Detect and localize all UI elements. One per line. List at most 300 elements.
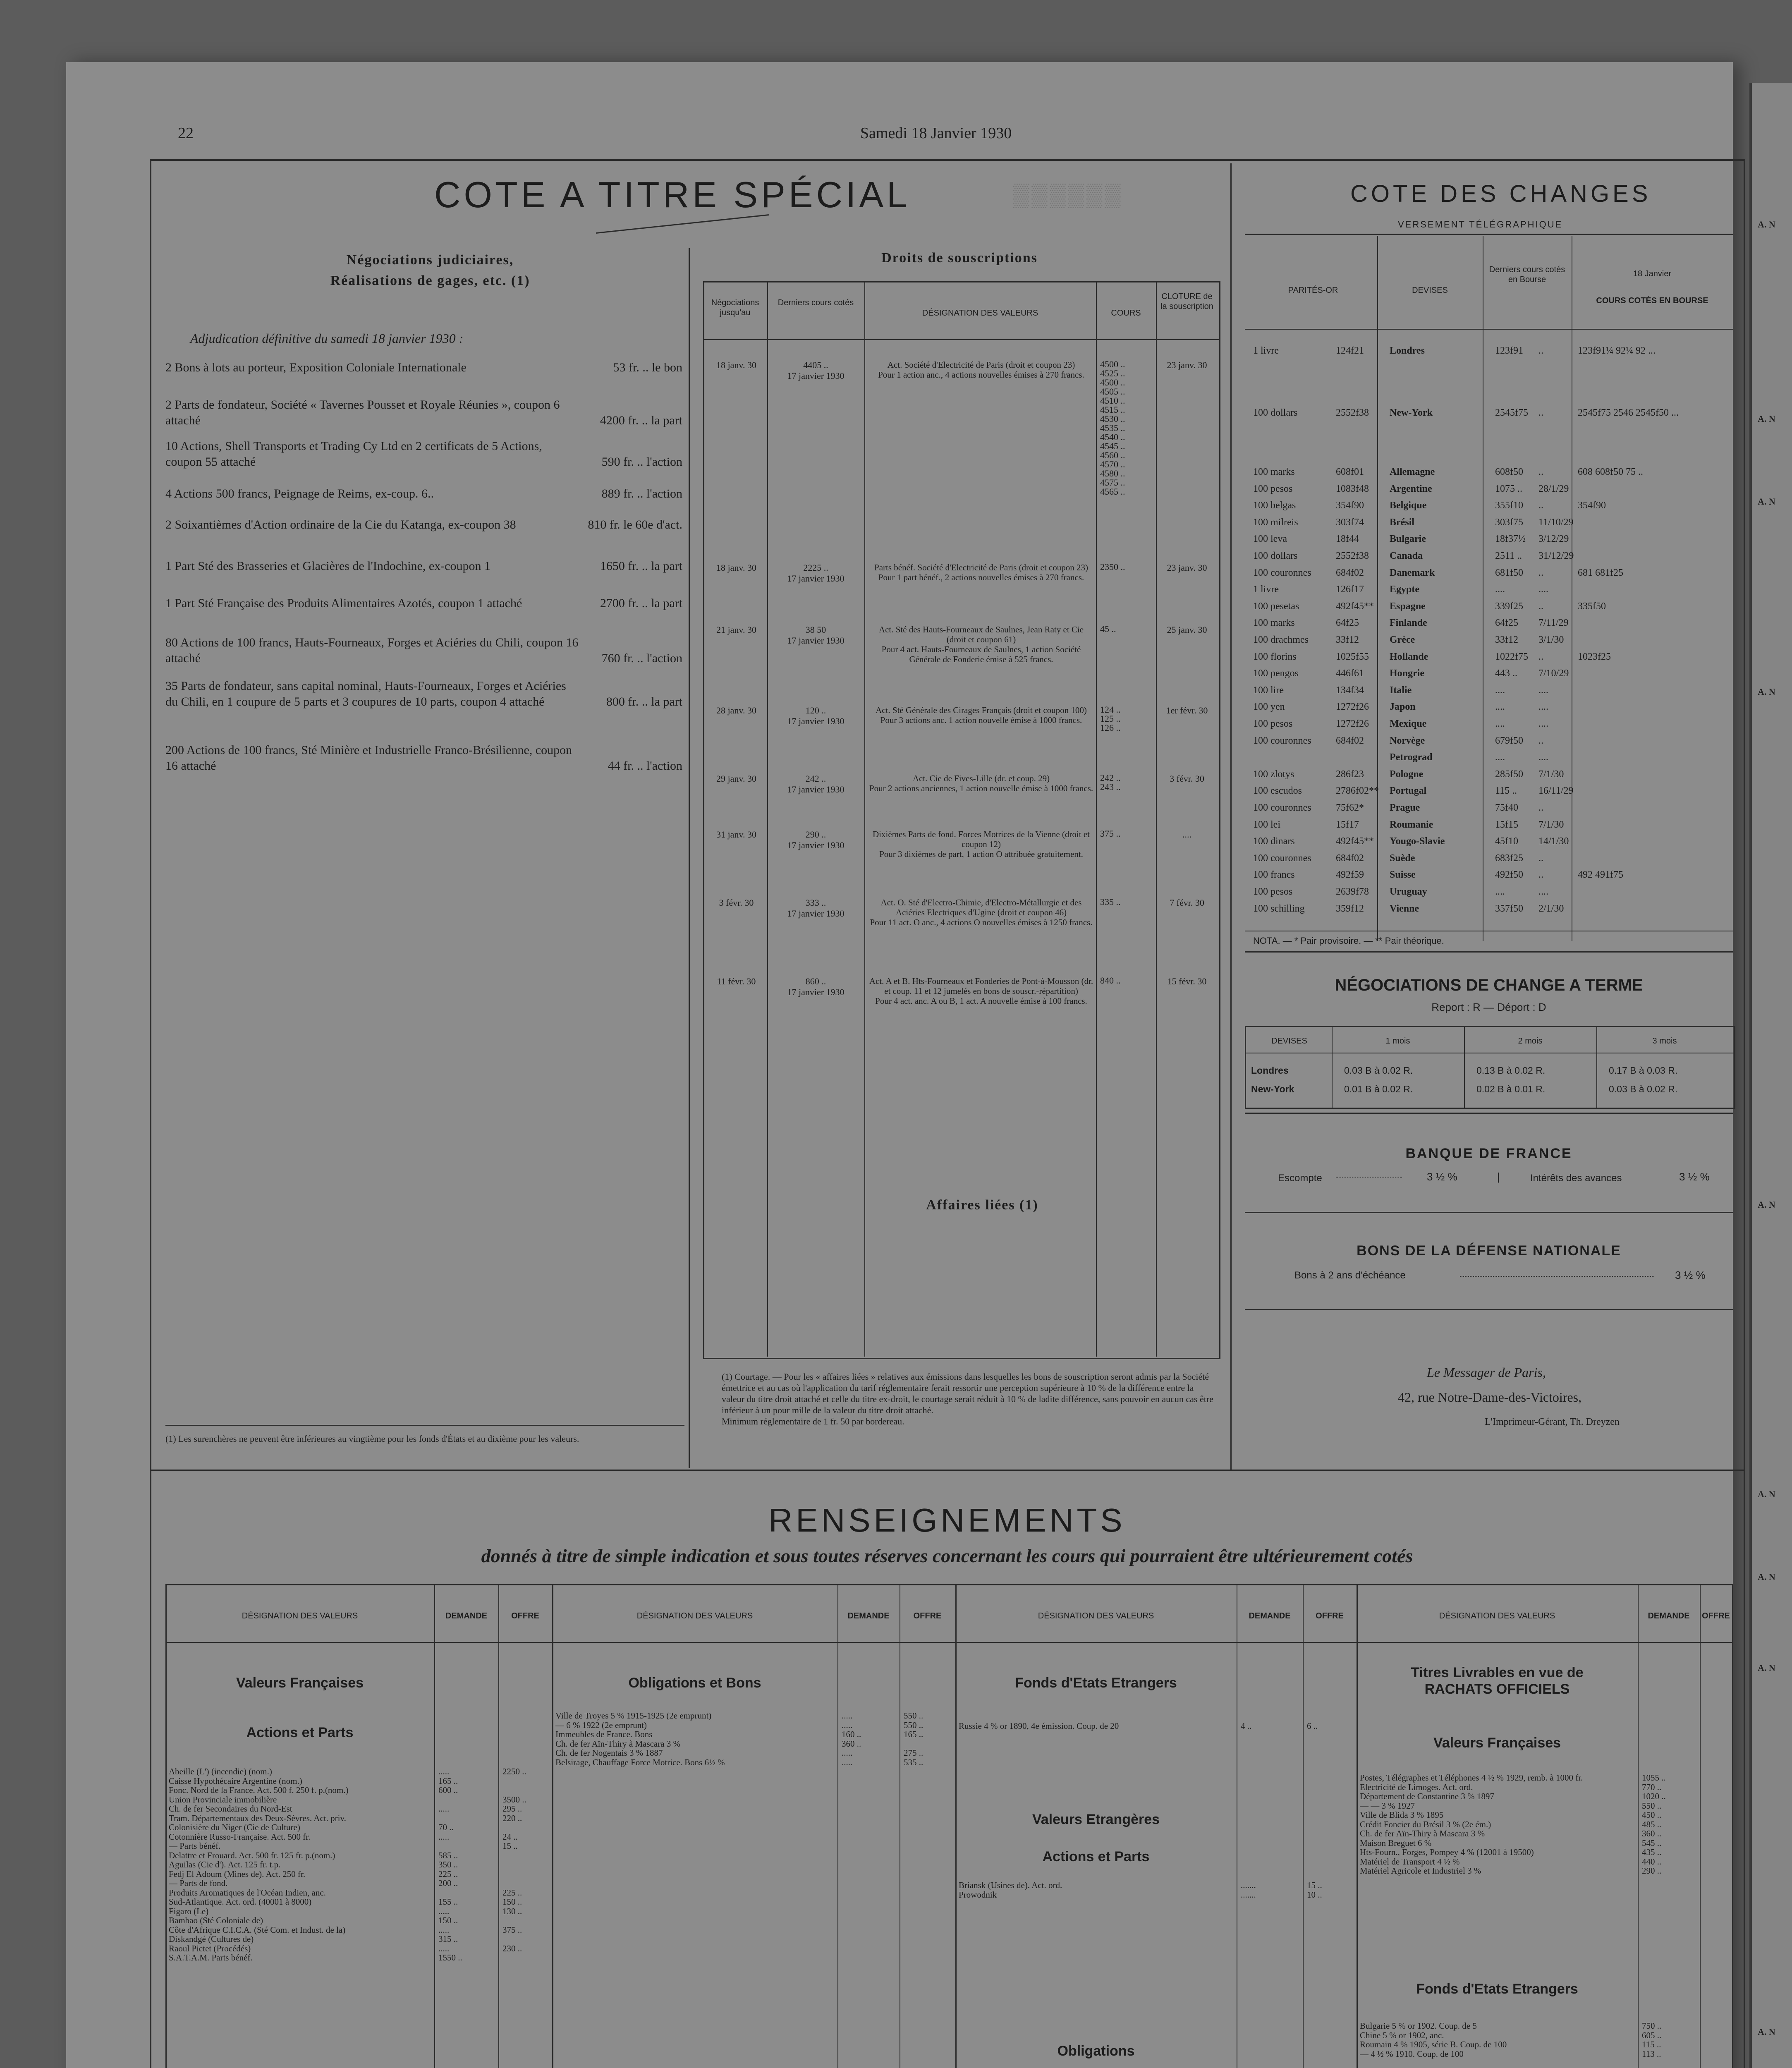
changes-cours: 681 681f25: [1578, 567, 1623, 578]
rens-offre: 10 ..: [1307, 1889, 1322, 1900]
changes-devise: Vienne: [1390, 903, 1419, 914]
changes-row: [1249, 483, 1729, 498]
changes-date: ....: [1538, 701, 1548, 712]
changes-nota: NOTA. — * Pair provisoire. — ** Pair théorique.: [1253, 936, 1444, 946]
banque-bottom-rule: [1245, 1212, 1733, 1213]
changes-parite: 2552f38: [1336, 407, 1369, 418]
rens-demande: 550 ..: [1642, 1800, 1662, 1811]
changes-unit: 100 leva: [1253, 534, 1287, 544]
lot-price: 53 fr. .. le bon: [613, 361, 682, 374]
droits-date: 18 janv. 30: [716, 562, 756, 573]
changes-date: ....: [1538, 718, 1548, 729]
droits-cours: 242 .. 17 janvier 1930: [787, 773, 845, 795]
changes-parite: 684f02: [1336, 853, 1364, 864]
changes-unit: 100 marks: [1253, 618, 1295, 628]
changes-dernier: 357f50: [1495, 903, 1523, 914]
col-date: 18 Janvier: [1633, 269, 1672, 278]
lot-text: 80 Actions de 100 francs, Hauts-Fourneaux, Forges et Aciéries du Chili, coupon 16 attaché: [165, 636, 579, 665]
changes-unit: 100 zlotys: [1253, 769, 1294, 780]
changes-date: ..: [1538, 500, 1543, 511]
rens-name: Roumain 4 % 1905, série B. Coup. de 100: [1360, 2039, 1507, 2049]
rens-col-offre: OFFRE: [1702, 1611, 1730, 1620]
changes-unit: 100 marks: [1253, 467, 1295, 477]
droits-cloture: 1er févr. 30: [1166, 705, 1208, 716]
changes-dernier: 1075 ..: [1495, 483, 1522, 494]
terme-v2: 0.13 B à 0.02 R.: [1476, 1065, 1546, 1076]
changes-devise: Danemark: [1390, 567, 1435, 578]
changes-dernier: 339f25: [1495, 601, 1523, 612]
changes-devise: Allemagne: [1390, 467, 1435, 477]
rens-demande: 155 ..: [438, 1897, 458, 1907]
rens-name: Fedj El Adoum (Mines de). Act. 250 fr.: [169, 1869, 306, 1879]
rens-name: Briansk (Usines de). Act. ord.: [959, 1880, 1062, 1890]
changes-devise: Yougo-Slavie: [1390, 836, 1445, 847]
changes-date: 11/10/29: [1538, 517, 1574, 528]
rens-col-line: [498, 1584, 499, 2068]
banque-interets-val: 3 ½ %: [1679, 1170, 1710, 1183]
rens-col-line: [837, 1584, 838, 2068]
rens-section-heading: Valeurs Françaises: [1433, 1735, 1561, 1751]
rens-section-heading: RACHATS OFFICIELS: [1424, 1681, 1570, 1697]
changes-subtitle: VERSEMENT TÉLÉGRAPHIQUE: [1398, 219, 1563, 230]
rens-offre: 550 ..: [904, 1711, 924, 1721]
rens-name: Immeubles de France. Bons: [555, 1729, 653, 1739]
rens-name: Bambao (Sté Coloniale de): [169, 1915, 263, 1925]
rens-demande: 360 ..: [842, 1738, 861, 1749]
changes-parite: 1272f26: [1336, 701, 1369, 712]
rens-section-heading: Valeurs Françaises: [236, 1675, 364, 1691]
changes-parite: 354f90: [1336, 500, 1364, 511]
rens-demande: 1055 ..: [1642, 1773, 1666, 1783]
droits-vals: 45 ..: [1100, 624, 1116, 634]
changes-title: COTE DES CHANGES: [1350, 180, 1651, 207]
changes-row: [1249, 618, 1729, 632]
changes-unit: 100 lei: [1253, 819, 1280, 830]
changes-unit: 100 couronnes: [1253, 567, 1311, 578]
terme-v3: 0.03 B à 0.02 R.: [1609, 1084, 1678, 1094]
terme-col-line: [1332, 1026, 1333, 1108]
rens-name: Prowodnik: [959, 1889, 997, 1900]
rens-demande: .....: [842, 1757, 853, 1767]
terme-title: NÉGOCIATIONS DE CHANGE A TERME: [1335, 976, 1643, 994]
col-devises: DEVISES: [1412, 286, 1448, 295]
edge-fragment: A. N: [1758, 687, 1775, 697]
lot-item: [165, 678, 682, 710]
changes-devise: Prague: [1390, 802, 1420, 813]
changes-row: [1249, 853, 1729, 868]
changes-date: ..: [1538, 567, 1543, 578]
changes-dernier: 355f10: [1495, 500, 1523, 511]
changes-parite: 2552f38: [1336, 551, 1369, 561]
changes-parite: 15f17: [1336, 819, 1359, 830]
rens-demande: 360 ..: [1642, 1829, 1662, 1838]
rens-demande: .....: [842, 1720, 853, 1730]
changes-date: ....: [1538, 886, 1548, 897]
rens-offre: 2250 ..: [502, 1766, 526, 1776]
changes-dernier: 2511 ..: [1495, 551, 1522, 561]
rens-name: Ville de Troyes 5 % 1915-1925 (2e emprunt): [555, 1711, 712, 1721]
changes-row: [1249, 886, 1729, 901]
rens-offre: 230 ..: [502, 1943, 522, 1953]
changes-row: [1249, 869, 1729, 884]
droits-desig: Parts bénéf. Société d'Electricité de Paris (droit et coupon 23) Pour 1 part bénéf., 2 actions nouvelles émises à 270 francs.: [874, 562, 1088, 582]
rens-name: Chine 5 % or 1902, anc.: [1360, 2030, 1444, 2040]
rens-col-demande: DEMANDE: [847, 1611, 890, 1620]
changes-parite: 286f23: [1336, 769, 1364, 780]
droits-desig: Act. Société d'Electricité de Paris (droit et coupon 23) Pour 1 action anc., 4 actions nouvelles émises à 270 francs.: [878, 360, 1084, 380]
droits-cours: 2225 .. 17 janvier 1930: [787, 562, 845, 584]
adjudication-line: Adjudication définitive du samedi 18 janvier 1930 :: [190, 331, 464, 346]
terme-v1: 0.03 B à 0.02 R.: [1344, 1065, 1413, 1076]
lot-item: [165, 596, 682, 611]
changes-dernier: 2545f75: [1495, 407, 1528, 418]
changes-row: [1249, 467, 1729, 481]
changes-unit: 1 livre: [1253, 345, 1279, 356]
changes-date: ..: [1538, 735, 1543, 746]
changes-devise: Hollande: [1390, 651, 1428, 662]
changes-dernier: 443 ..: [1495, 668, 1517, 679]
rens-name: Postes, Télégraphes et Téléphones 4 ½ % 1929, remb. à 1000 fr.: [1360, 1773, 1583, 1783]
changes-row: [1249, 567, 1729, 582]
changes-unit: 1 livre: [1253, 584, 1279, 595]
changes-parite: 1083f48: [1336, 483, 1369, 494]
changes-unit: 100 florins: [1253, 651, 1297, 662]
page-date: Samedi 18 Janvier 1930: [860, 124, 1012, 142]
rens-offre: 130 ..: [502, 1906, 522, 1916]
rens-demande: .....: [842, 1748, 853, 1758]
lot-price: 4200 fr. .. la part: [600, 414, 682, 427]
changes-parite: 492f59: [1336, 869, 1364, 880]
changes-dernier: 1022f75: [1495, 651, 1528, 662]
terme-v1: 0.01 B à 0.02 R.: [1344, 1084, 1413, 1094]
rens-demande: 115 ..: [1642, 2039, 1661, 2049]
rens-demande: .......: [1241, 1880, 1256, 1890]
rens-demande: 770 ..: [1642, 1782, 1662, 1792]
changes-date: ..: [1538, 601, 1543, 612]
terme-subtitle: Report : R — Déport : D: [1431, 1001, 1546, 1013]
rens-demande: .....: [438, 1924, 450, 1935]
adjacent-page-edge: [1749, 83, 1792, 2068]
changes-row: [1249, 517, 1729, 532]
lot-text: 2 Bons à lots au porteur, Exposition Coloniale Internationale: [165, 361, 467, 374]
changes-dernier: ....: [1495, 886, 1505, 897]
col-desig: DÉSIGNATION DES VALEURS: [922, 309, 1038, 318]
rens-offre: 165 ..: [904, 1729, 924, 1739]
droits-header-rule: [703, 339, 1219, 340]
edge-fragment: A. N: [1758, 414, 1775, 424]
edge-fragment: A. N: [1758, 496, 1775, 507]
rens-demande: .....: [438, 1831, 450, 1842]
changes-date: ..: [1538, 869, 1543, 880]
rens-name: Ch. de fer Aïn-Thiry à Mascara 3 %: [555, 1738, 681, 1749]
rens-name: — 6 % 1922 (2e emprunt): [555, 1720, 647, 1730]
rens-demande: 435 ..: [1642, 1847, 1662, 1857]
neg-title-2: Réalisations de gages, etc. (1): [330, 273, 530, 288]
droits-cloture: 3 févr. 30: [1170, 773, 1204, 784]
rens-offre: 550 ..: [904, 1720, 924, 1730]
rens-name: — 4 ½ % 1910. Coup. de 100: [1360, 2049, 1464, 2059]
changes-parite: 18f44: [1336, 534, 1359, 544]
col-cours-cotes: COURS COTÉS EN BOURSE: [1596, 296, 1708, 305]
rens-name: Belsirage, Chauffage Force Motrice. Bons 6½ %: [555, 1757, 725, 1767]
affaires-liees: Affaires liées (1): [926, 1197, 1038, 1213]
lot-price: 2700 fr. .. la part: [600, 596, 682, 610]
rens-demande: 160 ..: [842, 1729, 861, 1739]
changes-row: [1249, 718, 1729, 733]
terme-bottom-rule: [1245, 1113, 1733, 1114]
lot-price: 810 fr. le 60e d'act.: [588, 518, 682, 531]
changes-row: [1249, 551, 1729, 565]
changes-date: 31/12/29: [1538, 551, 1574, 561]
rens-name: Aguilas (Cie d'). Act. 125 fr. t.p.: [169, 1860, 281, 1869]
rens-demande: .....: [438, 1804, 450, 1814]
changes-cours: 608 608f50 75 ..: [1578, 467, 1643, 477]
changes-dernier: 45f10: [1495, 836, 1518, 847]
dot-leader: [1336, 1177, 1402, 1178]
changes-devise: New-York: [1390, 407, 1433, 418]
col-cours2: COURS: [1111, 309, 1141, 318]
droits-vals: 375 ..: [1100, 828, 1121, 839]
rens-demande: .....: [438, 1766, 450, 1776]
edge-fragment: A. N: [1758, 1199, 1775, 1210]
changes-dernier: 18f37½: [1495, 534, 1526, 544]
changes-devise: Londres: [1390, 345, 1425, 356]
changes-parite: 2786f02**: [1336, 785, 1379, 796]
changes-parite: 126f17: [1336, 584, 1364, 595]
droits-cours: 4405 .. 17 janvier 1930: [787, 360, 845, 381]
rens-col-demande: DEMANDE: [1648, 1611, 1690, 1620]
imprint-3: L'Imprimeur-Gérant, Th. Dreyzen: [1485, 1417, 1620, 1427]
rens-section-heading: Titres Livrables en vue de: [1411, 1665, 1584, 1680]
rens-col-offre: OFFRE: [913, 1611, 942, 1620]
rens-demande: .....: [438, 1906, 450, 1916]
rens-name: Raoul Pictet (Procédés): [169, 1943, 251, 1953]
changes-parite: 1025f55: [1336, 651, 1369, 662]
lot-item: [165, 438, 682, 470]
rens-section-heading: Valeurs Etrangères: [1032, 1812, 1160, 1827]
droits-vals: 4500 .. 4525 .. 4500 .. 4505 .. 4510 .. 4515 .. 4530 .. 4535 .. 4540 .. 4545 .. 4560 .. 4570 .. 4580 .. 4575 .. 4565 ..: [1100, 359, 1125, 497]
rens-demande: 225 ..: [438, 1869, 458, 1879]
lot-price: 800 fr. .. la part: [606, 695, 682, 708]
changes-dernier: 33f12: [1495, 634, 1518, 645]
changes-date: 3/12/29: [1538, 534, 1569, 544]
changes-dernier: 64f25: [1495, 618, 1518, 628]
droits-col-line: [767, 281, 768, 1357]
droits-desig: Act. Cie de Fives-Lille (dr. et coup. 29) Pour 2 actions anciennes, 1 action nouvelle émise à 1000 francs.: [869, 773, 1093, 793]
lot-price: 590 fr. .. l'action: [601, 455, 682, 469]
droits-desig: Act. A et B. Hts-Fourneaux et Fonderies de Pont-à-Mousson (dr. et coup. 11 et 12 jumelés en bons de souscr.-répartition) Pour 4 act. anc. A ou B, 1 act. A nouvelle émise à 100 francs.: [869, 976, 1093, 1006]
droits-date: 11 févr. 30: [717, 976, 756, 986]
changes-devise: Bulgarie: [1390, 534, 1426, 544]
rens-demande: 1550 ..: [438, 1953, 462, 1963]
changes-row: [1249, 785, 1729, 800]
rens-name: Ch. de fer Secondaires du Nord-Est: [169, 1804, 292, 1814]
changes-unit: 100 dinars: [1253, 836, 1295, 847]
changes-unit: 100 milreis: [1253, 517, 1298, 528]
terme-devise: Londres: [1251, 1065, 1289, 1076]
droits-date: 31 janv. 30: [716, 829, 756, 840]
rens-name: Colonisière du Niger (Cie de Culture): [169, 1822, 300, 1832]
rens-name: Crédit Foncier du Brésil 3 % (2e ém.): [1360, 1819, 1491, 1829]
changes-date: ..: [1538, 651, 1543, 662]
lot-item: [165, 486, 682, 502]
lot-item: [165, 360, 682, 376]
changes-unit: 100 drachmes: [1253, 634, 1309, 645]
changes-parite: 1272f26: [1336, 718, 1369, 729]
rens-name: Delattre et Frouard. Act. 500 fr. 125 fr. p.(nom.): [169, 1850, 335, 1860]
rens-demande: 485 ..: [1642, 1819, 1662, 1829]
changes-row: [1249, 735, 1729, 750]
changes-dernier: 679f50: [1495, 735, 1523, 746]
rens-offre: 535 ..: [904, 1757, 924, 1767]
lot-price: 889 fr. .. l'action: [601, 487, 682, 500]
changes-cours: 335f50: [1578, 601, 1606, 612]
changes-row: [1249, 601, 1729, 616]
changes-row: [1249, 668, 1729, 683]
terme-v2: 0.02 B à 0.01 R.: [1476, 1084, 1546, 1094]
banque-escompte-val: 3 ½ %: [1427, 1170, 1457, 1183]
bons-line: Bons à 2 ans d'échéance: [1294, 1270, 1406, 1281]
changes-unit: 100 pengos: [1253, 668, 1299, 679]
droits-desig: Dixièmes Parts de fond. Forces Motrices de la Vienne (droit et coupon 12) Pour 3 dixièmes de part, 1 action O attribuée gratuitement.: [873, 829, 1090, 859]
changes-devise: Japon: [1390, 701, 1416, 712]
renseignements-title: RENSEIGNEMENTS: [768, 1502, 1126, 1539]
terme-col-line: [1464, 1026, 1465, 1108]
changes-parite: 303f74: [1336, 517, 1364, 528]
changes-parite: 75f62*: [1336, 802, 1364, 813]
rens-offre: 24 ..: [502, 1831, 518, 1842]
droits-date: 21 janv. 30: [716, 625, 756, 635]
changes-devise: Argentine: [1390, 483, 1432, 494]
changes-header-rule: [1245, 329, 1733, 330]
changes-dernier: ....: [1495, 685, 1505, 696]
changes-cours: 354f90: [1578, 500, 1606, 511]
changes-row: [1249, 407, 1729, 422]
renseignements-subtitle: donnés à titre de simple indication et sous toutes réserves concernant les cours qui pourraient être ultérieurement cotés: [481, 1545, 1413, 1566]
changes-row: [1249, 802, 1729, 817]
banque-title: BANQUE DE FRANCE: [1405, 1146, 1572, 1161]
changes-cours: 492 491f75: [1578, 869, 1623, 880]
rens-col-demande: DEMANDE: [1249, 1611, 1291, 1620]
rens-name: Diskandgé (Cultures de): [169, 1934, 254, 1944]
terme-devise: New-York: [1251, 1084, 1294, 1094]
rens-offre: 220 ..: [502, 1813, 522, 1823]
lot-price: 760 fr. .. l'action: [601, 651, 682, 665]
lot-text: 1 Part Sté Française des Produits Alimentaires Azotés, coupon 1 attaché: [165, 596, 522, 610]
rens-header-rule: [165, 1642, 1733, 1643]
rens-demande: 165 ..: [438, 1776, 458, 1786]
page-number: 22: [178, 124, 194, 142]
changes-dernier: ....: [1495, 752, 1505, 763]
rens-name: — — 3 % 1927: [1360, 1800, 1415, 1811]
lot-price: 1650 fr. .. la part: [600, 559, 682, 573]
changes-unit: 100 lire: [1253, 685, 1284, 696]
col-parites: PARITÉS-OR: [1288, 286, 1338, 295]
rens-offre: 225 ..: [502, 1887, 522, 1898]
changes-devise: Roumanie: [1390, 819, 1433, 830]
rens-offre: 15 ..: [1307, 1880, 1322, 1890]
changes-dernier: 303f75: [1495, 517, 1523, 528]
terme-col-line: [1596, 1026, 1597, 1108]
droits-cours: 38 50 17 janvier 1930: [787, 625, 845, 646]
changes-parite: 684f02: [1336, 735, 1364, 746]
terme-col-3: 3 mois: [1652, 1036, 1677, 1046]
lot-text: 35 Parts de fondateur, sans capital nominal, Hauts-Fourneaux, Forges et Aciéries du Chili, en 1 coupure de 5 parts et 3 coupures de 10 parts, coupon 4 attaché: [165, 679, 566, 708]
changes-parite: 492f45**: [1336, 836, 1374, 847]
lot-item: [165, 397, 682, 428]
rens-col-desig: DÉSIGNATION DES VALEURS: [636, 1611, 753, 1620]
changes-row: [1249, 584, 1729, 599]
droits-desig: Act. Sté des Hauts-Fourneaux de Saulnes, Jean Raty et Cie (droit et coupon 61) Pour 4 act. Hauts-Fourneaux de Saulnes, 1 action Société Générale de Fonderie émise à 525 francs.: [878, 625, 1084, 664]
changes-row: [1249, 534, 1729, 548]
rens-demande: .....: [842, 1711, 853, 1721]
cote-footnote: (1) Les surenchères ne peuvent être inférieures au vingtième pour les fonds d'États et au dixième pour les valeurs.: [165, 1434, 579, 1444]
rens-offre: 275 ..: [904, 1748, 924, 1758]
changes-date: 14/1/30: [1538, 836, 1569, 847]
divider-renseignements: [151, 1470, 1744, 1471]
droits-title: Droits de souscriptions: [881, 250, 1038, 266]
changes-date: ..: [1538, 407, 1543, 418]
rens-col-line: [434, 1584, 435, 2068]
rens-offre: 6 ..: [1307, 1721, 1318, 1731]
changes-date: 28/1/29: [1538, 483, 1569, 494]
changes-parite: 359f12: [1336, 903, 1364, 914]
changes-parite: 2639f78: [1336, 886, 1369, 897]
changes-row: [1249, 903, 1729, 918]
droits-col-line: [1096, 281, 1097, 1357]
changes-date: ..: [1538, 853, 1543, 864]
rens-name: Russie 4 % or 1890, 4e émission. Coup. de 20: [959, 1721, 1119, 1731]
col-derniers: Derniers cours cotés en Bourse: [1489, 265, 1565, 284]
rens-name: Sud-Atlantique. Act. ord. (40001 à 8000): [169, 1897, 312, 1907]
rens-col-demande: DEMANDE: [445, 1611, 488, 1620]
rens-offre: 375 ..: [502, 1924, 522, 1935]
rens-col-offre: OFFRE: [511, 1611, 539, 1620]
changes-date: 3/1/30: [1538, 634, 1564, 645]
changes-devise: Belgique: [1390, 500, 1427, 511]
droits-vals: 840 ..: [1100, 975, 1121, 986]
changes-unit: 100 yen: [1253, 701, 1285, 712]
rens-name: Ville de Blida 3 % 1895: [1360, 1810, 1444, 1820]
droits-cours: 333 .. 17 janvier 1930: [787, 898, 845, 919]
changes-unit: 100 pesos: [1253, 483, 1293, 494]
rens-col-desig: DÉSIGNATION DES VALEURS: [1038, 1611, 1154, 1620]
rens-section-heading: Obligations et Bons: [628, 1675, 761, 1691]
cote-titre-title: COTE A TITRE SPÉCIAL: [434, 174, 911, 215]
rens-demande: 315 ..: [438, 1934, 458, 1944]
changes-row: [1249, 651, 1729, 666]
edge-fragment: A. N: [1758, 1572, 1775, 1582]
changes-dernier: 123f91: [1495, 345, 1523, 356]
rens-demande: .....: [438, 1943, 450, 1953]
edge-fragment: A. N: [1758, 219, 1775, 230]
changes-unit: 100 escudos: [1253, 785, 1302, 796]
changes-cours: 123f91¼ 92¼ 92 ...: [1578, 345, 1656, 356]
rens-name: S.A.T.A.M. Parts bénéf.: [169, 1953, 253, 1963]
droits-col-line: [864, 281, 865, 1357]
changes-row: [1249, 819, 1729, 834]
changes-bottom-rule: [1245, 951, 1733, 953]
rens-name: Ch. de fer Aïn-Thiry à Mascara 3 %: [1360, 1829, 1485, 1838]
changes-devise: Canada: [1390, 551, 1423, 561]
rens-name: Côte d'Afrique C.I.C.A. (Sté Com. et Indust. de la): [169, 1924, 346, 1935]
droits-cloture: 23 janv. 30: [1167, 360, 1207, 370]
changes-date: 7/10/29: [1538, 668, 1569, 679]
lot-item: [165, 517, 682, 533]
changes-top-rule: [1245, 234, 1733, 235]
changes-cours: 1023f25: [1578, 651, 1611, 662]
changes-dernier: 285f50: [1495, 769, 1523, 780]
